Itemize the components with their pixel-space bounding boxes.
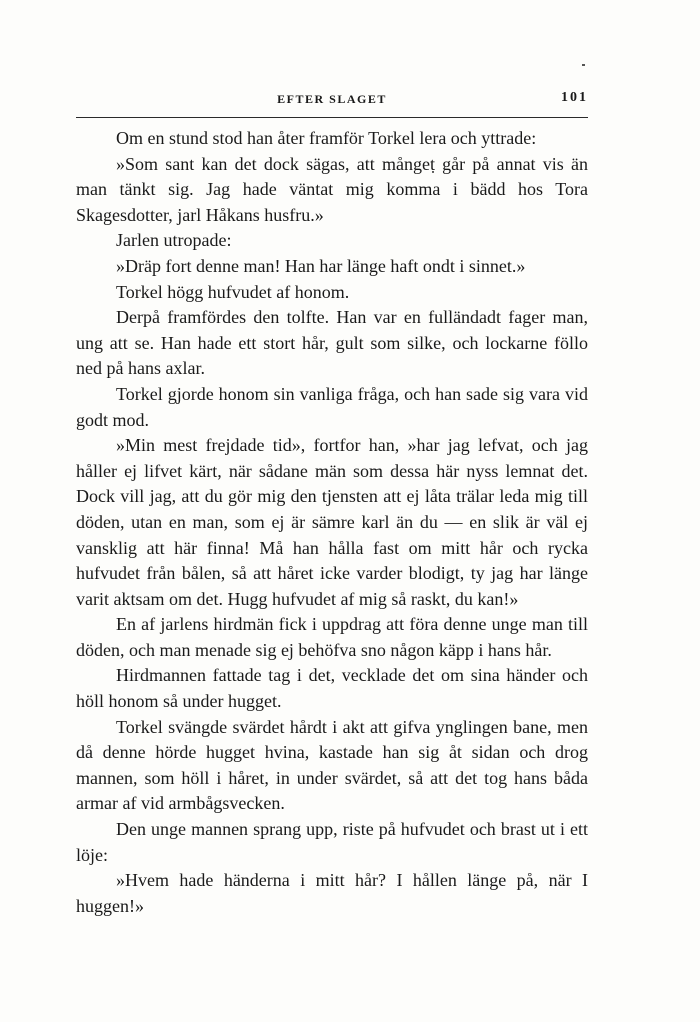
header-rule [76,117,588,118]
paragraph: »Som sant kan det dock sägas, att mångeṭ går på annat vis än man tänkt sig. Jag hade väntat mig komma i bädd hos Tora Skagesdotter, jarl Håkans husfru.» [76,153,588,225]
page-number: 101 [561,90,588,105]
paragraph: »Min mest frejdade tid», fortfor han, »har jag lefvat, och jag håller ej lifvet kärt, när sådane män som dessa här nyss lemnat det. Dock vill jag, att du gör mig den tjensten att ej låta trälar leda mig till döden, utan en man, som ej är sämre karl än du — en slik är väl ej vansklig att här finna! Må han hålla fast om mitt hår och rycka hufvudet från bålen, så att håret icke varder blodigt, ty jag har länge varit aktsam om det. Hugg hufvudet af mig så raskt, du kan!» [76,435,588,609]
paragraph: Torkel högg hufvudet af honom. [116,281,350,302]
paragraph: Hirdmannen fattade tag i det, vecklade det om sina händer och höll honom så under hugget. [76,665,588,712]
paragraph: Den unge mannen sprang upp, riste på hufvudet och brast ut i ett löje: [76,819,588,865]
paragraph: Derpå framfördes den tolfte. Han var en fulländadt fager man, ung att se. Han hade ett stort hår, gult som silke, och lockarne föllo ned på hans axlar. [76,307,588,379]
page-header [76,92,588,114]
paragraph: »Hvem hade händerna i mitt hår? I hållen länge på, när I huggen!» [76,870,588,916]
paragraph: »Dräp fort denne man! Han har länge haft ondt i sinnet.» [116,255,526,276]
running-title: EFTER SLAGET [277,92,387,106]
paragraph: Jarlen utropade: [116,230,232,251]
paragraph: Torkel gjorde honom sin vanliga fråga, och han sade sig vara vid godt mod. [76,383,588,430]
paragraph: Om en stund stod han åter framför Torkel lera och yttrade: [116,128,537,148]
ink-speck [582,64,585,66]
paragraph: Torkel svängde svärdet hårdt i akt att gifva ynglingen bane, men då denne hörde hugget hvina, kastade han sig åt sidan och drog mannen, som höll i håret, in under svärdet, så att det tog hans båda armar af vid armbågsvecken. [76,716,588,814]
body-text [76,126,588,919]
paragraph: En af jarlens hirdmän fick i uppdrag att föra denne unge man till döden, och man menade sig ej behöfva sno någon käpp i hans hår. [76,614,588,660]
